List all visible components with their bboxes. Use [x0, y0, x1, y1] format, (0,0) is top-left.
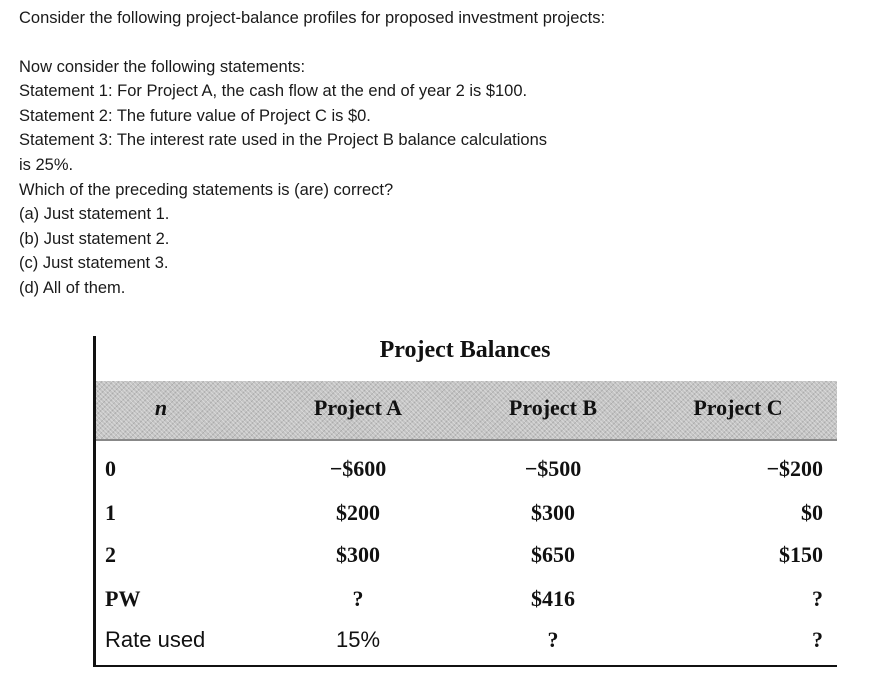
- table-row-year-0: [93, 456, 837, 496]
- option-b: (b) Just statement 2.: [19, 229, 170, 248]
- table-row-year-2: [93, 542, 837, 582]
- paragraph-spacer: [19, 31, 879, 55]
- cell-project-c: ?: [812, 627, 823, 652]
- cell-project-b: $650: [531, 542, 575, 567]
- statement-3-line-2: is 25%.: [19, 155, 74, 174]
- cell-project-c: −$200: [766, 456, 823, 481]
- question-prompt: Which of the preceding statements is (are) correct?: [19, 180, 394, 199]
- statement-1: Statement 1: For Project A, the cash flow at the end of year 2 is $100.: [19, 82, 528, 101]
- row-label: Rate used: [105, 627, 206, 652]
- cell-project-c: $0: [801, 500, 823, 525]
- project-balances-table: [93, 336, 837, 668]
- option-a: (a) Just statement 1.: [19, 205, 170, 224]
- row-label: PW: [105, 586, 141, 611]
- cell-project-b: −$500: [524, 456, 582, 481]
- header-project-a: Project A: [313, 395, 403, 420]
- cell-project-c: ?: [812, 586, 823, 611]
- row-label: 1: [105, 500, 116, 525]
- statement-2: Statement 2: The future value of Project C is $0.: [19, 106, 371, 125]
- option-c: (c) Just statement 3.: [19, 254, 169, 273]
- cell-project-b: $300: [531, 500, 575, 525]
- row-label: 2: [105, 542, 116, 567]
- header-project-b: Project B: [508, 395, 598, 420]
- cell-project-a: 15%: [335, 627, 381, 652]
- cell-project-a: $300: [336, 542, 380, 567]
- cell-project-b: ?: [547, 627, 559, 652]
- cell-project-a: ?: [352, 586, 364, 611]
- cell-project-a: $200: [336, 500, 380, 525]
- question-text: [19, 6, 879, 301]
- table-row-pw: [93, 586, 837, 626]
- row-label: 0: [105, 456, 116, 481]
- cell-project-c: $150: [779, 542, 823, 567]
- header-n: n: [154, 395, 168, 420]
- table-row-year-1: [93, 500, 837, 540]
- cell-project-a: −$600: [329, 456, 387, 481]
- statement-3-line-1: Statement 3: The interest rate used in the Project B balance calculations: [19, 131, 547, 150]
- header-project-c: Project C: [693, 395, 783, 420]
- option-d: (d) All of them.: [19, 278, 126, 297]
- table-title: Project Balances: [379, 337, 551, 363]
- table-row-rate-used: [93, 627, 837, 667]
- table-bottom-rule: [93, 665, 837, 667]
- statements-lead: Now consider the following statements:: [19, 57, 306, 76]
- cell-project-b: $416: [531, 586, 575, 611]
- question-intro: Consider the following project-balance profiles for proposed investment projects:: [19, 9, 606, 27]
